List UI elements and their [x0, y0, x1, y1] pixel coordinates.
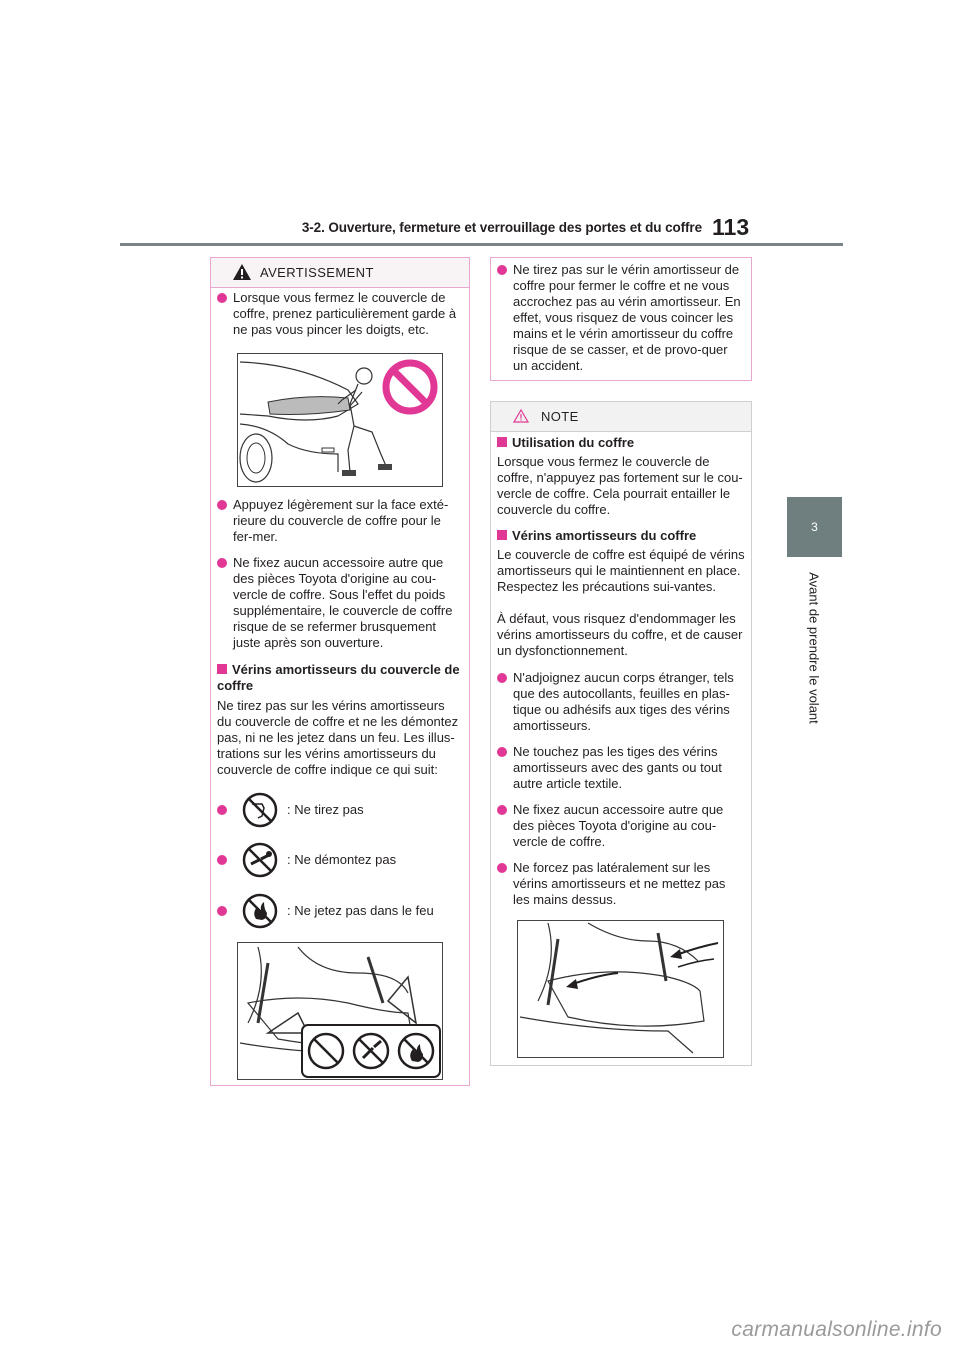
open-trunk-drawing [238, 943, 442, 1079]
footer-watermark[interactable]: carmanualsonline.info [731, 1318, 942, 1341]
note-bullet-4: Ne forcez pas latéralement sur les vérins amortisseurs et ne mettez pas les mains dessus. [497, 860, 745, 908]
bullet-dot [217, 293, 227, 303]
warning-bullet-3: Ne fixez aucun accessoire autre que des pièces Toyota d'origine au cou-vercle de coffre. Sous l'effet du poids supplémentaire, le couvercle de coffre risque de se refermer brusquement juste après son ouverture. [217, 555, 462, 651]
note-heading-2: Vérins amortisseurs du coffre [497, 528, 745, 544]
no-fire-icon [242, 893, 278, 929]
note-text-2b: À défaut, vous risquez d'endommager les vérins amortisseurs du coffre, et de causer un dysfonctionnement. [497, 611, 743, 658]
trunk-closing-illustration [237, 353, 443, 487]
warning-subheading: Vérins amortisseurs du couvercle de coffre [217, 662, 460, 693]
section-title: 3-2. Ouverture, fermeture et verrouillage des portes et du coffre [301, 220, 702, 235]
bullet-dot [497, 863, 507, 873]
square-bullet [217, 664, 227, 674]
note-heading-1: Utilisation du coffre [497, 435, 745, 451]
trunk-strut-arrows-drawing [518, 921, 723, 1057]
caution-outline-icon [513, 409, 529, 423]
prohibited-icon [381, 358, 439, 416]
chapter-tab[interactable]: 3 [787, 497, 842, 557]
square-bullet [497, 530, 507, 540]
bullet-dot [217, 558, 227, 568]
note-label: NOTE [541, 409, 579, 424]
note-bullet-3: Ne fixez aucun accessoire autre que des pièces Toyota d'origine au cou-vercle de coffre. [497, 802, 745, 850]
warning-header [211, 258, 469, 288]
symbol-row-no-disassemble: : Ne démontez pas [217, 842, 467, 878]
trunk-strut-arrows-illustration [517, 920, 724, 1058]
warning-label: AVERTISSEMENT [260, 265, 374, 280]
note-header [491, 402, 751, 432]
warning-paragraph: Ne tirez pas sur les vérins amortisseurs du couvercle de coffre et ne les démontez pas, ni ne les jetez dans un feu. Les illus-trations sur les vérins amortisseurs du couvercle de coffre indique ce qui suit: [217, 698, 459, 777]
symbol-row-no-pull: : Ne tirez pas [217, 792, 467, 828]
square-bullet [497, 437, 507, 447]
warning-triangle-icon [233, 264, 251, 280]
bullet-dot [497, 805, 507, 815]
bullet-dot [217, 500, 227, 510]
bullet-dot [497, 673, 507, 683]
chapter-label: Avant de prendre le volant [806, 572, 822, 724]
warning-bullet-1: Lorsque vous fermez le couvercle de coffre, prenez particulièrement garde à ne pas vous pincer les doigts, etc. [217, 290, 462, 338]
header-rule [120, 243, 843, 246]
no-disassemble-icon [242, 842, 278, 878]
warning-cont-bullet: Ne tirez pas sur le vérin amortisseur de coffre pour fermer le coffre et ne vous accrochez pas au vérin amortisseur. En effet, vous risquez de vous coincer les mains et le vérin amortisseur du coffre risque de se casser, et de provo-quer un accident. [497, 262, 745, 374]
note-bullet-2: Ne touchez pas les tiges des vérins amortisseurs avec des gants ou tout autre article textile. [497, 744, 745, 792]
warning-bullet-2: Appuyez légèrement sur la face exté-rieure du couvercle de coffre pour le fer-mer. [217, 497, 462, 545]
bullet-dot [497, 747, 507, 757]
page-number: 113 [712, 214, 750, 240]
bullet-dot [497, 265, 507, 275]
note-bullet-1: N'adjoignez aucun corps étranger, tels que des autocollants, feuilles en plas-tique ou adhésifs aux tiges des vérins amortisseurs. [497, 670, 745, 734]
no-pull-icon [242, 792, 278, 828]
symbol-row-no-fire: : Ne jetez pas dans le feu [217, 893, 467, 929]
trunk-struts-illustration [237, 942, 443, 1080]
note-text-1: Lorsque vous fermez le couvercle de coffre, n'appuyez pas fortement sur le cou-vercle de coffre. Cela pourrait entailler le couvercle du coffre. [497, 454, 743, 517]
note-text-2a: Le couvercle de coffre est équipé de vérins amortisseurs qui le maintiennent en place. Respectez les précautions sui-vantes. [497, 547, 745, 594]
